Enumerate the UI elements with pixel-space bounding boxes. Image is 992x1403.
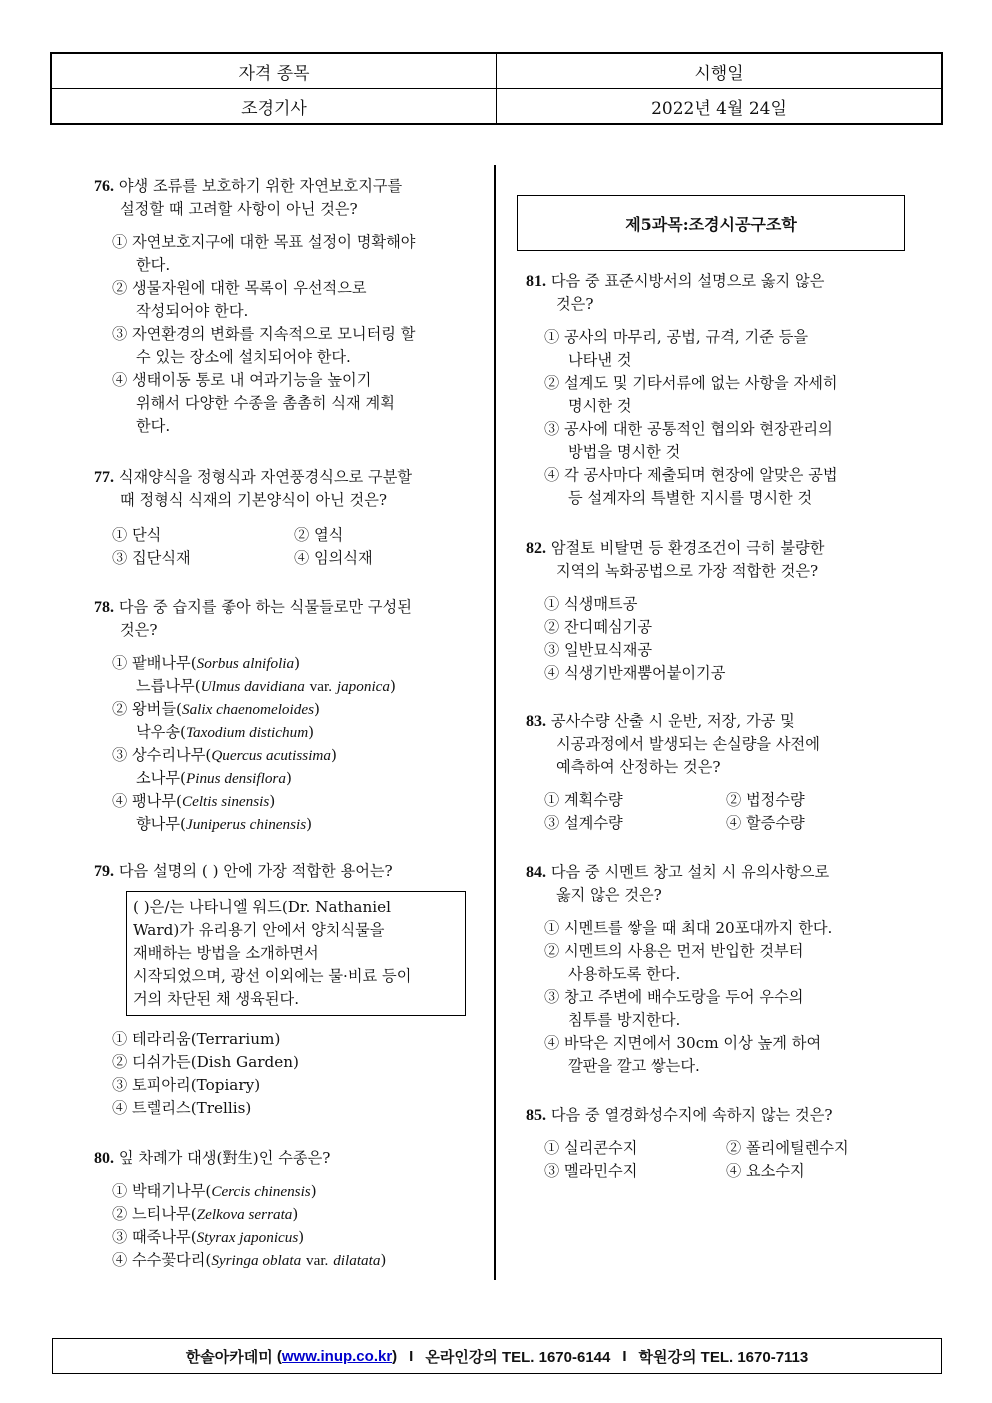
question-number: 76. (94, 178, 114, 195)
question-stem-line: 때 정형식 식재의 기본양식이 아닌 것은? (120, 491, 388, 509)
option-4-cont: 깔판을 깔고 쌓는다. (568, 1057, 700, 1075)
option-3[interactable]: ③ 설계수량 (544, 814, 623, 832)
question-stem-line: 다음 중 열경화성수지에 속하지 않는 것은? (550, 1106, 833, 1124)
option-marker: ① (112, 654, 128, 672)
option-marker: ① (112, 1182, 128, 1200)
question-number: 77. (94, 469, 114, 486)
question-stem-line: 옳지 않은 것은? (556, 886, 662, 904)
option-4-cont: 위해서 다양한 수종을 촘촘히 식재 계획 (136, 394, 395, 412)
option-4-cont: 등 설계자의 특별한 지시를 명시한 것 (568, 489, 813, 507)
context-line: 재배하는 방법을 소개하면서 (133, 944, 319, 962)
option-1-cont: 나타낸 것 (568, 351, 632, 369)
question-stem-line: 지역의 녹화공법으로 가장 적합한 것은? (556, 562, 819, 580)
option-4-cont: 한다. (136, 417, 171, 435)
header-subject-value: 조경기사 (51, 89, 497, 125)
option-3[interactable]: ③ 토피아리(Topiary) (112, 1076, 261, 1094)
scientific-name: Zelkova serrata (196, 1206, 293, 1223)
scientific-name: Syringa oblata (211, 1252, 302, 1269)
question-stem-line: 다음 중 시멘트 창고 설치 시 유의사항으로 (550, 863, 830, 881)
subject-title-box (517, 195, 905, 251)
option-3[interactable]: ③ 상수리나무(Quercus acutissima) (112, 746, 337, 764)
question-number: 78. (94, 599, 114, 616)
scientific-name: Ulmus davidiana (200, 678, 305, 695)
option-1[interactable]: ① 팥배나무(Sorbus alnifolia) (112, 654, 301, 672)
option-marker: ② (112, 700, 128, 718)
question-stem-line: 식재양식을 정형식과 자연풍경식으로 구분할 (118, 468, 413, 486)
question-stem-line: 설정할 때 고려할 사항이 아닌 것은? (120, 200, 358, 218)
option-3[interactable]: ③ 공사에 대한 공통적인 협의와 현장관리의 (544, 420, 833, 438)
variety-abbrev: var. (306, 1252, 329, 1269)
footer-paren: ( (276, 1347, 282, 1365)
plant-name: 향나무 (136, 815, 181, 833)
option-2[interactable]: ② 설계도 및 기타서류에 없는 사항을 자세히 (544, 374, 838, 392)
plant-name: 소나무 (136, 769, 181, 787)
header-table (50, 52, 943, 125)
context-line: 거의 차단된 채 생육된다. (133, 990, 300, 1008)
plant-name: 낙우송 (136, 723, 181, 741)
question-stem-line: 것은? (556, 295, 594, 313)
question-82 (526, 537, 824, 685)
plant-name: 느티나무 (132, 1205, 191, 1223)
option-2[interactable]: ② 열식 (294, 526, 344, 544)
scientific-name: Juniperus chinensis (185, 816, 307, 833)
scientific-name: Celtis sinensis (181, 793, 270, 810)
plant-name: 상수리나무 (132, 746, 206, 764)
plant-name: 느릅나무 (136, 677, 195, 695)
scientific-name: japonica (336, 678, 390, 695)
option-marker: ③ (112, 746, 128, 764)
context-line: ( )은/는 나타니엘 워드(Dr. Nathaniel (133, 898, 391, 916)
option-3-cont: 수 있는 장소에 설치되어야 한다. (136, 348, 351, 366)
question-stem-line: 시공과정에서 발생되는 손실량을 사전에 (556, 735, 820, 753)
option-2[interactable]: ② 생물자원에 대한 목록이 우선적으로 (112, 279, 367, 297)
footer (52, 1338, 942, 1374)
question-stem-line: 다음 중 표준시방서의 설명으로 옳지 않은 (550, 272, 825, 290)
option-4-cont: 향나무(Juniperus chinensis) (136, 815, 313, 833)
option-3-cont: 소나무(Pinus densiflora) (136, 769, 292, 787)
option-4[interactable]: ④ 생태이동 통로 내 여과기능을 높이기 (112, 371, 372, 389)
plant-name: 때죽나무 (132, 1228, 191, 1246)
option-1-cont: 느릅나무(Ulmus davidiana var. japonica) (136, 677, 396, 695)
option-3-cont: 방법을 명시한 것 (568, 443, 681, 461)
option-3[interactable]: ③ 집단식재 (112, 549, 191, 567)
option-marker: ② (112, 1205, 128, 1223)
question-number: 80. (94, 1150, 114, 1167)
option-2[interactable]: ② 폴리에틸렌수지 (726, 1139, 849, 1157)
question-stem-line: 것은? (120, 621, 158, 639)
footer-academy-tel: 학원강의 TEL. 1670-7113 (638, 1348, 809, 1366)
option-marker: ③ (112, 1228, 128, 1246)
option-2[interactable]: ② 왕버들(Salix chaenomeloides) (112, 700, 320, 718)
footer-url-link[interactable]: www.inup.co.kr (281, 1347, 393, 1365)
option-1[interactable]: ① 단식 (112, 526, 162, 544)
context-line: 시작되었으며, 광선 이외에는 물·비료 등이 (133, 967, 412, 985)
option-3[interactable]: ③ 창고 주변에 배수도랑을 두어 우수의 (544, 988, 804, 1006)
option-4[interactable]: ④ 요소수지 (726, 1162, 805, 1180)
scientific-name: dilatata (333, 1252, 381, 1269)
option-4[interactable]: ④ 임의식재 (294, 549, 373, 567)
plant-name: 팥배나무 (132, 654, 191, 672)
scientific-name: Styrax japonicus (196, 1229, 299, 1246)
option-1[interactable]: ① 박태기나무(Cercis chinensis) (112, 1182, 317, 1200)
option-marker: ④ (112, 792, 128, 810)
scientific-name: Sorbus alnifolia (196, 655, 295, 672)
option-1[interactable]: ① 공사의 마무리, 공법, 규격, 기준 등을 (544, 328, 809, 346)
option-2[interactable]: ② 디쉬가든(Dish Garden) (112, 1053, 299, 1071)
column-divider (494, 165, 496, 1280)
variety-abbrev: var. (309, 678, 333, 695)
footer-separator: I (409, 1347, 414, 1365)
plant-name: 팽나무 (132, 792, 177, 810)
option-1[interactable]: ① 실리콘수지 (544, 1139, 638, 1157)
footer-separator: I (622, 1347, 627, 1365)
option-2-cont: 사용하도록 한다. (568, 965, 681, 983)
option-3[interactable]: ③ 멜라민수지 (544, 1162, 638, 1180)
question-78 (94, 596, 412, 836)
subject-title: 제5과목:조경시공구조학 (625, 214, 797, 234)
option-1[interactable]: ① 시멘트를 쌓을 때 최대 20포대까지 한다. (544, 919, 833, 937)
plant-name: 왕버들 (132, 700, 177, 718)
question-number: 79. (94, 863, 114, 880)
question-stem-line: 다음 설명의 ( ) 안에 가장 적합한 용어는? (118, 862, 393, 880)
question-number: 83. (526, 713, 546, 730)
option-marker: ④ (112, 1251, 128, 1269)
question-77 (94, 466, 474, 570)
scientific-name: Taxodium distichum (185, 724, 309, 741)
scientific-name: Cercis chinensis (211, 1183, 311, 1200)
option-2[interactable]: ② 시멘트의 사용은 먼저 반입한 것부터 (544, 942, 804, 960)
header-date-label: 시행일 (497, 53, 943, 89)
scientific-name: Salix chaenomeloides (181, 701, 314, 718)
question-80 (94, 1147, 386, 1272)
footer-org: 한솔아카데미 (185, 1348, 273, 1366)
footer-online-tel: 온라인강의 TEL. 1670-6144 (425, 1348, 611, 1366)
question-stem-line: 잎 차례가 대생(對生)인 수종은? (118, 1149, 331, 1167)
option-2[interactable]: ② 느티나무(Zelkova serrata) (112, 1205, 299, 1223)
option-1[interactable]: ① 테라리움(Terrarium) (112, 1030, 281, 1048)
plant-name: 박태기나무 (132, 1182, 206, 1200)
option-2[interactable]: ② 잔디떼심기공 (544, 618, 653, 636)
header-subject-label: 자격 종목 (51, 53, 497, 89)
option-4[interactable]: ④ 식생기반재뿜어붙이기공 (544, 664, 726, 682)
question-number: 85. (526, 1107, 546, 1124)
question-81 (526, 270, 838, 510)
question-79 (94, 860, 466, 1120)
header-date-value: 2022년 4월 24일 (497, 89, 943, 125)
option-1[interactable]: ① 자연보호지구에 대한 목표 설정이 명확해야 (112, 233, 416, 251)
footer-paren: ) (392, 1347, 398, 1365)
option-1[interactable]: ① 식생매트공 (544, 595, 638, 613)
option-4[interactable]: ④ 바닥은 지면에서 30cm 이상 높게 하여 (544, 1034, 822, 1052)
question-number: 84. (526, 864, 546, 881)
option-1-cont: 한다. (136, 256, 171, 274)
option-4[interactable]: ④ 할증수량 (726, 814, 805, 832)
option-3-cont: 침투를 방지한다. (568, 1011, 681, 1029)
question-stem-line: 공사수량 산출 시 운반, 저장, 가공 및 (550, 712, 795, 730)
scientific-name: Quercus acutissima (211, 747, 331, 764)
option-3[interactable]: ③ 일반묘식재공 (544, 641, 653, 659)
plant-name: 수수꽃다리 (132, 1251, 206, 1269)
option-1[interactable]: ① 계획수량 (544, 791, 623, 809)
option-3[interactable]: ③ 때죽나무(Styrax japonicus) (112, 1228, 305, 1246)
question-stem-line: 다음 중 습지를 좋아 하는 식물들로만 구성된 (118, 598, 412, 616)
question-84 (526, 861, 832, 1078)
option-3[interactable]: ③ 자연환경의 변화를 지속적으로 모니터링 할 (112, 325, 416, 343)
question-85 (526, 1104, 906, 1183)
option-2[interactable]: ② 법정수량 (726, 791, 805, 809)
question-stem-line: 야생 조류를 보호하기 위한 자연보호지구를 (118, 177, 403, 195)
context-line: Ward)가 유리용기 안에서 양치식물을 (133, 921, 385, 939)
question-stem-line: 예측하여 산정하는 것은? (556, 758, 721, 776)
question-number: 81. (526, 273, 546, 290)
scientific-name: Pinus densiflora (185, 770, 286, 787)
question-83 (526, 710, 906, 835)
option-4[interactable]: ④ 팽나무(Celtis sinensis) (112, 792, 276, 810)
question-context-box (126, 891, 466, 1016)
option-2-cont: 명시한 것 (568, 397, 632, 415)
question-76 (94, 175, 415, 438)
option-2-cont: 작성되어야 한다. (136, 302, 249, 320)
option-4[interactable]: ④ 트렐리스(Trellis) (112, 1099, 252, 1117)
question-stem-line: 암절토 비탈면 등 환경조건이 극히 불량한 (550, 539, 825, 557)
question-number: 82. (526, 540, 546, 557)
option-2-cont: 낙우송(Taxodium distichum) (136, 723, 315, 741)
option-4[interactable]: ④ 수수꽃다리(Syringa oblata var. dilatata) (112, 1251, 387, 1269)
option-4[interactable]: ④ 각 공사마다 제출되며 현장에 알맞은 공법 (544, 466, 838, 484)
